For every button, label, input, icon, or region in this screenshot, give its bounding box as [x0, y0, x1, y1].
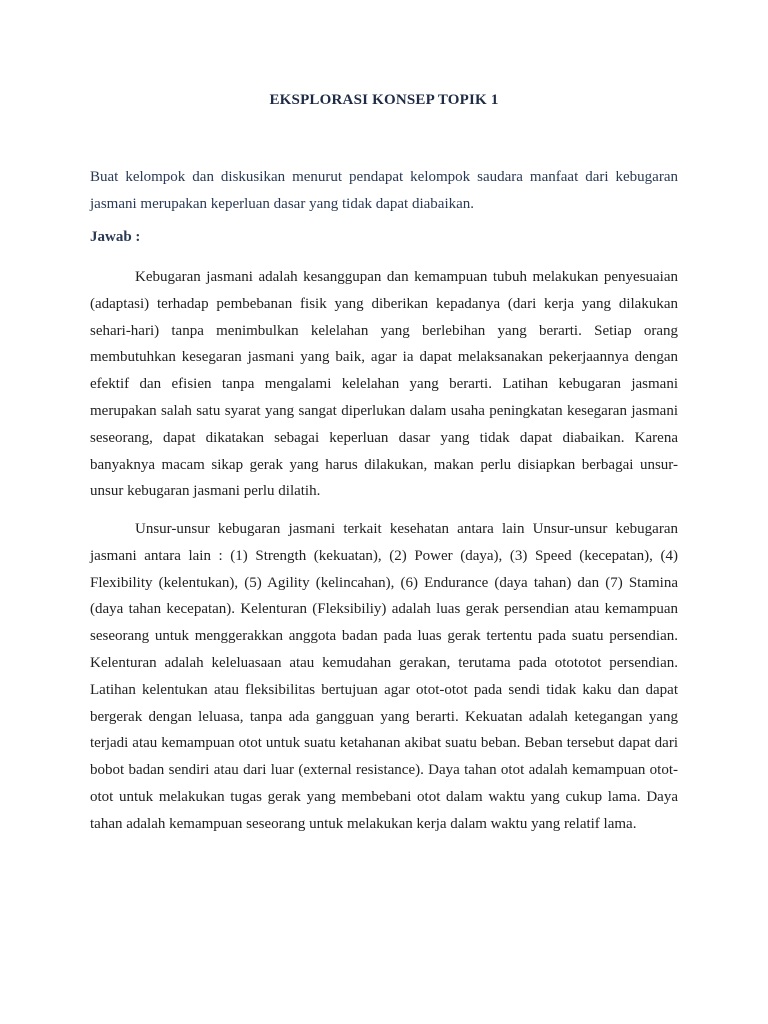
answer-paragraph-2: Unsur-unsur kebugaran jasmani terkait kesehatan antara lain Unsur-unsur kebugaran jasmani antara lain : (1) Strength (kekuatan), (2) Power (daya), (3) Speed (kecepatan), (4) Flexibility (kelentukan), (5) Agility (kelincahan), (6) Endurance (daya tahan) dan (7) Stamina (daya tahan kecepatan). Kelenturan (Fleksibiliy) adalah luas gerak persendian atau kemampuan seseorang untuk menggerakkan anggota badan pada luas gerak tertentu pada suatu persendian. Kelenturan adalah keleluasaan atau kemudahan gerakan, terutama pada otototot persendian. Latihan kelentukan atau fleksibilitas bertujuan agar otot-otot pada sendi tidak kaku dan dapat bergerak dengan leluasa, tanpa ada gangguan yang berarti. Kekuatan adalah ketegangan yang terjadi atau kemampuan otot untuk suatu ketahanan akibat suatu beban. Beban tersebut dapat dari bobot badan sendiri atau dari luar (external resistance). Daya tahan otot adalah kemampuan otot-otot untuk melakukan tugas gerak yang membebani otot dalam waktu yang cukup lama. Daya tahan adalah kemampuan seseorang untuk melakukan kerja dalam waktu yang relatif lama.	[90, 521, 678, 832]
question-text: Buat kelompok dan diskusikan menurut pendapat kelompok saudara manfaat dari kebugaran jasmani merupakan keperluan dasar yang tidak dapat diabaikan.	[90, 169, 678, 212]
answer-label: Jawab :	[90, 229, 141, 245]
answer-paragraph-1: Kebugaran jasmani adalah kesanggupan dan kemampuan tubuh melakukan penyesuaian (adaptasi) terhadap pembebanan fisik yang diberikan kepadanya (dari kerja yang dilakukan sehari-hari) tanpa menimbulkan kelelahan yang berlebihan yang berarti. Setiap orang membutuhkan kesegaran jasmani yang baik, agar ia dapat melaksanakan pekerjaannya dengan efektif dan efisien tanpa mengalami kelelahan yang berarti. Latihan kebugaran jasmani merupakan salah satu syarat yang sangat diperlukan dalam usaha peningkatan kesegaran jasmani seseorang, dapat dikatakan sebagai keperluan dasar yang tidak dapat diabaikan. Karena banyaknya macam sikap gerak yang harus dilakukan, makan perlu disiapkan berbagai unsur-unsur kebugaran jasmani perlu dilatih.	[90, 269, 678, 500]
document-title: EKSPLORASI KONSEP TOPIK 1	[269, 92, 499, 108]
